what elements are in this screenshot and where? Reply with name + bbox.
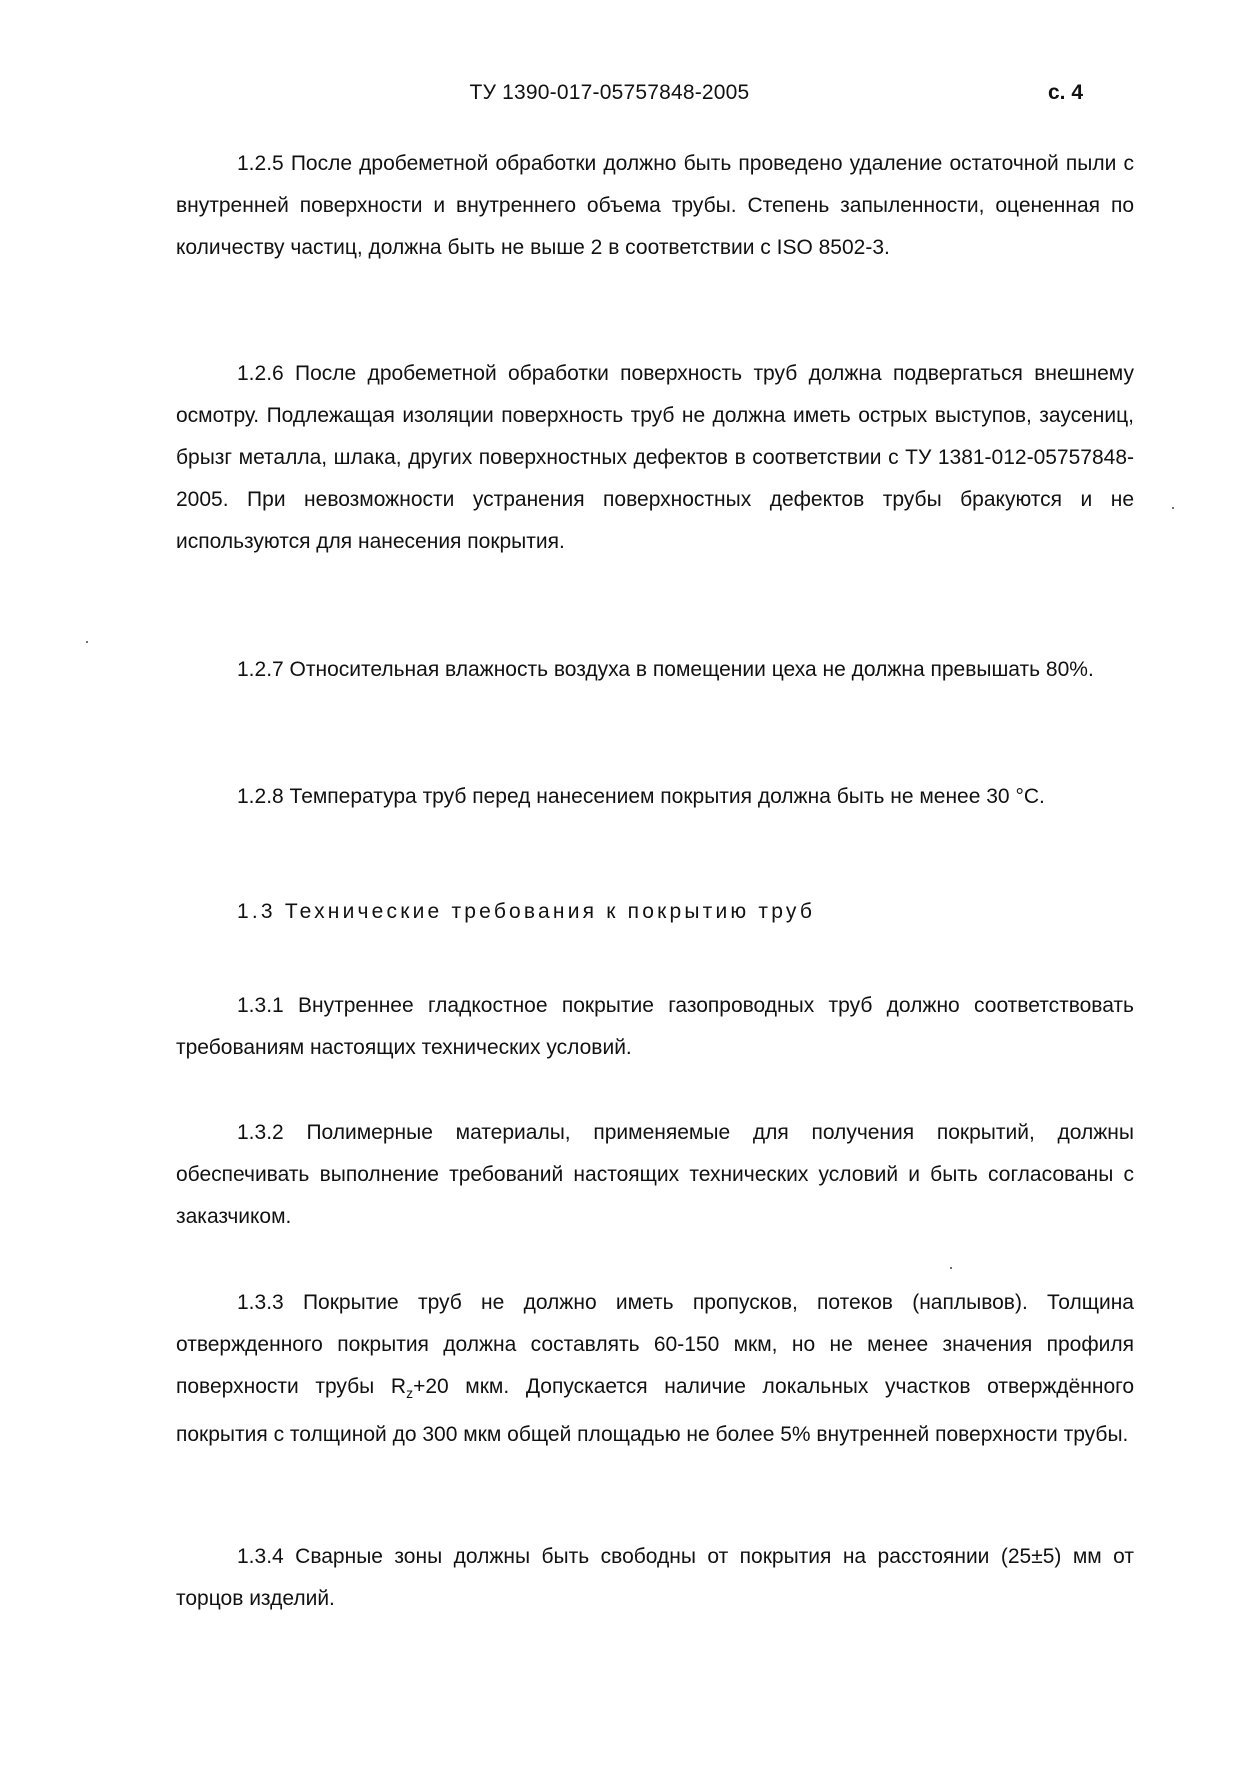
paragraph-1-2-7: 1.2.7 Относительная влажность воздуха в помещении цеха не должна превышать 80%. bbox=[237, 658, 1094, 681]
section-heading-1-3: 1.3 Технические требования к покрытию труб bbox=[237, 900, 816, 923]
paragraph-1-3-1: 1.3.1 Внутреннее гладкостное покрытие газопроводных труб должно соответствовать требованиям настоящих технических условий. bbox=[176, 994, 1134, 1059]
document-code: ТУ 1390-017-05757848-2005 bbox=[469, 81, 750, 104]
paragraph-1-2-5: 1.2.5 После дробеметной обработки должно быть проведено удаление остаточной пыли с внутренней поверхности и внутреннего объема трубы. Степень запыленности, оцененная по количеству частиц, должна быть не выше 2 в соответствии с ISO 8502-3. bbox=[176, 152, 1134, 259]
paragraph-1-3-3-part-1: 1.3.3 Покрытие труб не должно иметь пропусков, потеков (наплывов). Толщина отвержденного покрытия должна составлять 60-150 мкм, но не менее значения профиля поверхности трубы R bbox=[176, 1291, 1134, 1398]
paragraph-1-2-6: 1.2.6 После дробеметной обработки поверхность труб должна подвергаться внешнему осмотру. Подлежащая изоляции поверхность труб не должна иметь острых выступов, заусениц, брызг металла, шлака, других поверхностных дефектов в соответствии с ТУ 1381-012-05757848-2005. При невозможности устранения поверхностных дефектов трубы бракуются и не используются для нанесения покрытия. bbox=[176, 362, 1134, 553]
paragraph-1-3-2: 1.3.2 Полимерные материалы, применяемые для получения покрытий, должны обеспечивать выполнение требований настоящих технических условий и быть согласованы с заказчиком. bbox=[176, 1121, 1134, 1228]
subscript-z: z bbox=[406, 1385, 414, 1402]
paragraph-1-3-4: 1.3.4 Сварные зоны должны быть свободны от покрытия на расстоянии (25±5) мм от торцов изделий. bbox=[176, 1545, 1134, 1610]
page-number: с. 4 bbox=[1048, 81, 1084, 104]
paragraph-1-3-3 bbox=[176, 1282, 1134, 1456]
scan-speck bbox=[950, 1267, 952, 1269]
scan-speck bbox=[1172, 507, 1174, 509]
scan-speck bbox=[86, 641, 88, 643]
paragraph-1-3-3-part-2: +20 мкм. Допускается наличие локальных участков отверждённого покрытия с толщиной до 300 мкм общей площадью не более 5% внутренней поверхности трубы. bbox=[176, 1375, 1134, 1447]
paragraph-1-2-8: 1.2.8 Температура труб перед нанесением покрытия должна быть не менее 30 °С. bbox=[237, 785, 1045, 808]
